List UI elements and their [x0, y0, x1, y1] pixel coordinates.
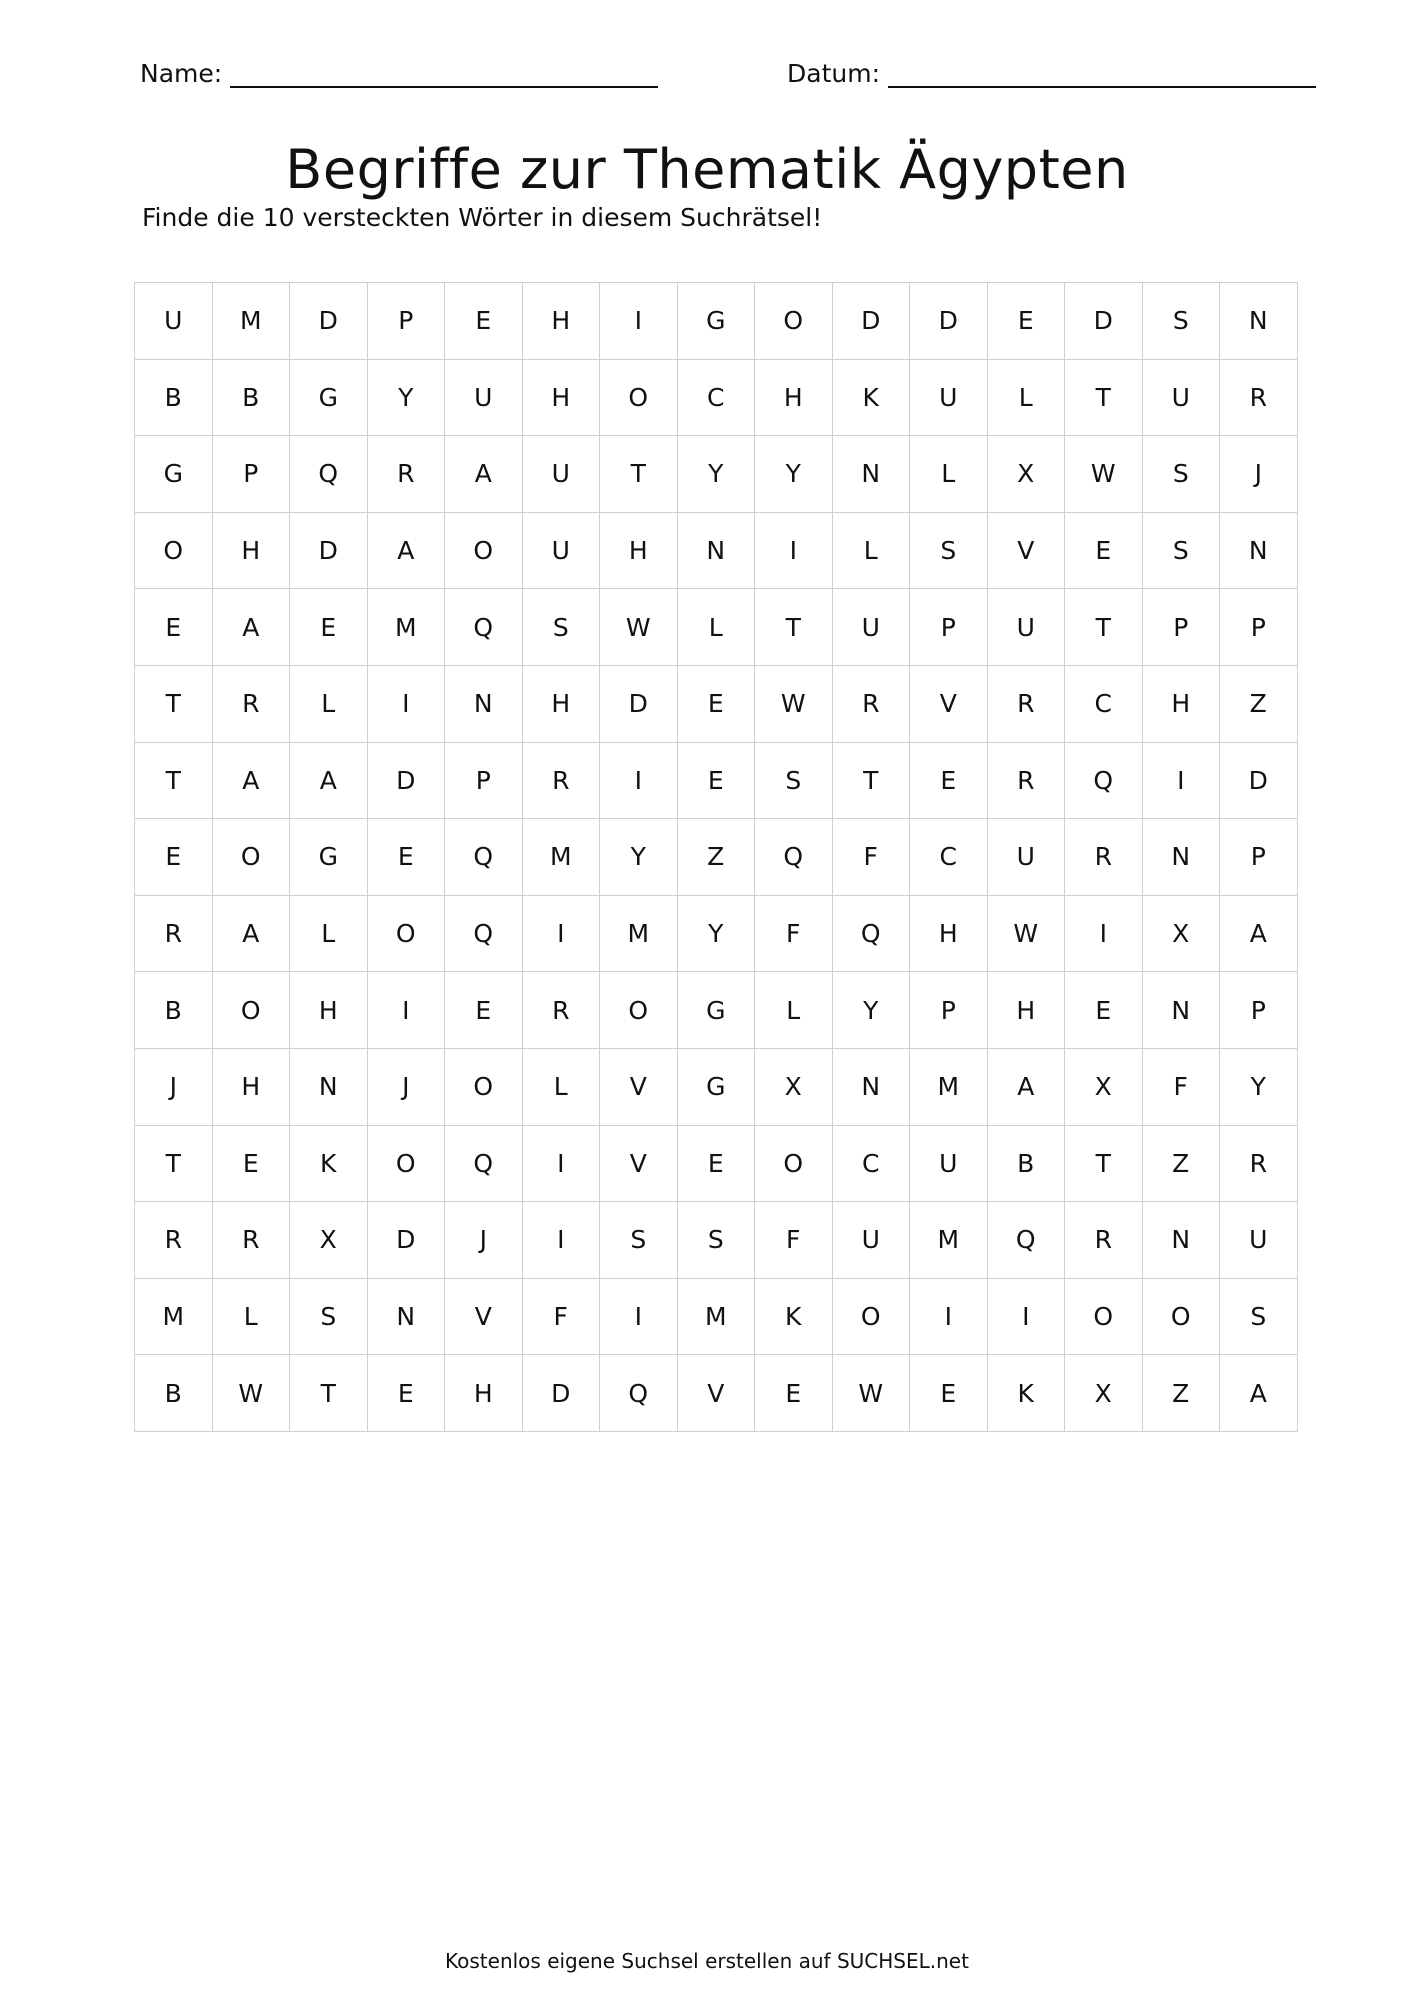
grid-cell[interactable]: L [290, 895, 368, 972]
grid-cell[interactable]: A [290, 742, 368, 819]
grid-cell[interactable]: V [677, 1355, 755, 1432]
grid-cell[interactable]: A [445, 436, 523, 513]
grid-cell[interactable]: A [212, 742, 290, 819]
grid-cell[interactable]: A [1220, 895, 1298, 972]
grid-cell[interactable]: R [1065, 819, 1143, 896]
grid-cell[interactable]: E [445, 283, 523, 360]
grid-cell[interactable]: R [987, 665, 1065, 742]
grid-cell[interactable]: R [832, 665, 910, 742]
grid-cell[interactable]: E [987, 283, 1065, 360]
grid-cell[interactable]: O [367, 895, 445, 972]
grid-cell[interactable]: I [1065, 895, 1143, 972]
grid-cell[interactable]: V [600, 1048, 678, 1125]
instruction-text: Finde die 10 versteckten Wörter in diesem Suchrätsel! [142, 203, 823, 232]
grid-cell[interactable]: E [1065, 972, 1143, 1049]
grid-cell[interactable]: N [1142, 972, 1220, 1049]
header-fields [140, 56, 1310, 96]
grid-cell[interactable]: F [1142, 1048, 1220, 1125]
grid-cell[interactable]: N [445, 665, 523, 742]
grid-cell[interactable]: Q [600, 1355, 678, 1432]
grid-cell[interactable]: O [367, 1125, 445, 1202]
grid-row [135, 1125, 1298, 1202]
grid-cell[interactable]: Z [1142, 1125, 1220, 1202]
grid-cell[interactable]: P [910, 589, 988, 666]
grid-cell[interactable]: Y [367, 359, 445, 436]
grid-cell[interactable]: I [522, 895, 600, 972]
grid-cell[interactable]: M [522, 819, 600, 896]
grid-cell[interactable]: H [910, 895, 988, 972]
grid-cell[interactable]: W [832, 1355, 910, 1432]
grid-cell[interactable]: C [1065, 665, 1143, 742]
grid-cell[interactable]: O [600, 359, 678, 436]
grid-cell[interactable]: O [600, 972, 678, 1049]
grid-cell[interactable]: B [135, 1355, 213, 1432]
grid-cell[interactable]: D [1220, 742, 1298, 819]
grid-cell[interactable]: R [135, 895, 213, 972]
grid-cell[interactable]: R [1220, 359, 1298, 436]
grid-cell[interactable]: A [367, 512, 445, 589]
grid-cell[interactable]: L [987, 359, 1065, 436]
grid-cell[interactable]: R [367, 436, 445, 513]
grid-cell[interactable]: I [367, 972, 445, 1049]
grid-cell[interactable]: U [1220, 1202, 1298, 1279]
grid-cell[interactable]: Q [755, 819, 833, 896]
grid-cell[interactable]: T [1065, 359, 1143, 436]
grid-cell[interactable]: Q [445, 819, 523, 896]
grid-cell[interactable]: N [677, 512, 755, 589]
grid-cell[interactable]: Q [445, 895, 523, 972]
grid-cell[interactable]: X [1065, 1048, 1143, 1125]
grid-cell[interactable]: I [910, 1278, 988, 1355]
grid-cell[interactable]: B [987, 1125, 1065, 1202]
grid-cell[interactable]: L [832, 512, 910, 589]
grid-cell[interactable]: E [910, 1355, 988, 1432]
grid-cell[interactable]: O [755, 1125, 833, 1202]
grid-cell[interactable]: Y [755, 436, 833, 513]
grid-cell[interactable]: D [290, 283, 368, 360]
grid-cell[interactable]: S [910, 512, 988, 589]
grid-cell[interactable]: U [987, 819, 1065, 896]
grid-row [135, 589, 1298, 666]
grid-cell[interactable]: J [367, 1048, 445, 1125]
grid-row [135, 819, 1298, 896]
grid-cell[interactable]: I [522, 1125, 600, 1202]
grid-cell[interactable]: O [755, 283, 833, 360]
grid-cell[interactable]: D [290, 512, 368, 589]
grid-cell[interactable]: M [212, 283, 290, 360]
grid-cell[interactable]: P [212, 436, 290, 513]
grid-cell[interactable]: G [677, 1048, 755, 1125]
grid-cell[interactable]: Y [1220, 1048, 1298, 1125]
grid-cell[interactable]: O [832, 1278, 910, 1355]
grid-cell[interactable]: E [367, 1355, 445, 1432]
grid-cell[interactable]: F [522, 1278, 600, 1355]
date-line[interactable] [888, 56, 1316, 88]
grid-cell[interactable]: P [1142, 589, 1220, 666]
grid-cell[interactable]: O [1065, 1278, 1143, 1355]
grid-cell[interactable]: Z [677, 819, 755, 896]
grid-cell[interactable]: H [212, 1048, 290, 1125]
grid-cell[interactable]: H [212, 512, 290, 589]
grid-cell[interactable]: D [600, 665, 678, 742]
name-field[interactable] [140, 56, 658, 88]
grid-cell[interactable]: G [677, 283, 755, 360]
grid-cell[interactable]: O [212, 972, 290, 1049]
grid-row [135, 436, 1298, 513]
grid-cell[interactable]: M [600, 895, 678, 972]
grid-cell[interactable]: L [910, 436, 988, 513]
grid-cell[interactable]: I [367, 665, 445, 742]
grid-cell[interactable]: S [1220, 1278, 1298, 1355]
grid-cell[interactable]: S [1142, 512, 1220, 589]
grid-body [135, 283, 1298, 1432]
grid-cell[interactable]: X [987, 436, 1065, 513]
grid-cell[interactable]: F [832, 819, 910, 896]
grid-cell[interactable]: E [135, 819, 213, 896]
grid-cell[interactable]: B [135, 972, 213, 1049]
grid-cell[interactable]: T [135, 1125, 213, 1202]
grid-row [135, 1355, 1298, 1432]
grid-cell[interactable]: V [445, 1278, 523, 1355]
grid-cell[interactable]: H [600, 512, 678, 589]
grid-cell[interactable]: T [1065, 589, 1143, 666]
grid-cell[interactable]: E [290, 589, 368, 666]
grid-cell[interactable]: D [367, 742, 445, 819]
grid-cell[interactable]: X [755, 1048, 833, 1125]
grid-cell[interactable]: G [290, 359, 368, 436]
grid-cell[interactable]: J [135, 1048, 213, 1125]
grid-cell[interactable]: S [290, 1278, 368, 1355]
grid-cell[interactable]: Q [445, 1125, 523, 1202]
date-label: Datum: [787, 59, 880, 88]
grid-cell[interactable]: U [1142, 359, 1220, 436]
grid-cell[interactable]: C [910, 819, 988, 896]
grid-cell[interactable]: U [910, 1125, 988, 1202]
grid-row [135, 1278, 1298, 1355]
grid-cell[interactable]: R [987, 742, 1065, 819]
grid-cell[interactable]: O [1142, 1278, 1220, 1355]
grid-cell[interactable]: T [1065, 1125, 1143, 1202]
grid-cell[interactable]: W [987, 895, 1065, 972]
grid-cell[interactable]: E [1065, 512, 1143, 589]
grid-cell[interactable]: S [522, 589, 600, 666]
grid-cell[interactable]: E [910, 742, 988, 819]
grid-cell[interactable]: U [135, 283, 213, 360]
grid-cell[interactable]: N [290, 1048, 368, 1125]
grid-cell[interactable]: T [135, 665, 213, 742]
grid-cell[interactable]: D [367, 1202, 445, 1279]
grid-cell[interactable]: W [1065, 436, 1143, 513]
grid-cell[interactable]: T [755, 589, 833, 666]
grid-cell[interactable]: K [290, 1125, 368, 1202]
grid-cell[interactable]: H [1142, 665, 1220, 742]
grid-row [135, 895, 1298, 972]
grid-cell[interactable]: A [212, 895, 290, 972]
grid-cell[interactable]: D [1065, 283, 1143, 360]
grid-cell[interactable]: R [1065, 1202, 1143, 1279]
grid-cell[interactable]: U [832, 589, 910, 666]
grid-cell[interactable]: U [445, 359, 523, 436]
grid-cell[interactable]: S [677, 1202, 755, 1279]
grid-cell[interactable]: E [212, 1125, 290, 1202]
grid-cell[interactable]: X [290, 1202, 368, 1279]
grid-cell[interactable]: T [832, 742, 910, 819]
grid-cell[interactable]: H [522, 359, 600, 436]
grid-cell[interactable]: V [987, 512, 1065, 589]
grid-row [135, 1048, 1298, 1125]
grid-cell[interactable]: G [290, 819, 368, 896]
grid-cell[interactable]: P [367, 283, 445, 360]
grid-cell[interactable]: Q [290, 436, 368, 513]
grid-cell[interactable]: Z [1220, 665, 1298, 742]
grid-cell[interactable]: W [755, 665, 833, 742]
grid-cell[interactable]: D [910, 283, 988, 360]
grid-cell[interactable]: H [755, 359, 833, 436]
grid-cell[interactable]: V [910, 665, 988, 742]
footer-text: Kostenlos eigene Suchsel erstellen auf SUCHSEL.net [445, 1949, 969, 1973]
grid-cell[interactable]: D [832, 283, 910, 360]
grid-cell[interactable]: L [677, 589, 755, 666]
grid-cell[interactable]: D [522, 1355, 600, 1432]
grid-cell[interactable]: A [212, 589, 290, 666]
grid-row [135, 665, 1298, 742]
grid-cell[interactable]: O [445, 1048, 523, 1125]
grid-cell[interactable]: N [1220, 512, 1298, 589]
grid-cell[interactable]: O [212, 819, 290, 896]
grid-cell[interactable]: O [445, 512, 523, 589]
grid-cell[interactable]: T [600, 436, 678, 513]
grid-cell[interactable]: H [987, 972, 1065, 1049]
grid-cell[interactable]: I [522, 1202, 600, 1279]
grid-cell[interactable]: Y [677, 436, 755, 513]
grid-cell[interactable]: S [600, 1202, 678, 1279]
grid-cell[interactable]: L [755, 972, 833, 1049]
grid-row [135, 512, 1298, 589]
grid-cell[interactable]: K [832, 359, 910, 436]
grid-cell[interactable]: Q [1065, 742, 1143, 819]
grid-cell[interactable]: C [832, 1125, 910, 1202]
grid-cell[interactable]: E [135, 589, 213, 666]
grid-cell[interactable]: G [677, 972, 755, 1049]
grid-cell[interactable]: R [212, 1202, 290, 1279]
grid-cell[interactable]: N [1220, 283, 1298, 360]
grid-cell[interactable]: T [290, 1355, 368, 1432]
grid-cell[interactable]: Y [832, 972, 910, 1049]
grid-cell[interactable]: S [1142, 436, 1220, 513]
grid-cell[interactable]: M [677, 1278, 755, 1355]
grid-cell[interactable]: V [600, 1125, 678, 1202]
grid-cell[interactable]: J [1220, 436, 1298, 513]
grid-cell[interactable]: O [135, 512, 213, 589]
grid-cell[interactable]: U [910, 359, 988, 436]
grid-cell[interactable]: Y [677, 895, 755, 972]
grid-cell[interactable]: H [445, 1355, 523, 1432]
grid-row [135, 359, 1298, 436]
grid-cell[interactable]: I [755, 512, 833, 589]
grid-cell[interactable]: A [987, 1048, 1065, 1125]
grid-cell[interactable]: Q [987, 1202, 1065, 1279]
grid-cell[interactable]: I [1142, 742, 1220, 819]
date-field[interactable] [787, 56, 1316, 88]
grid-cell[interactable]: M [910, 1202, 988, 1279]
grid-cell[interactable]: N [1142, 1202, 1220, 1279]
grid-cell[interactable]: X [1142, 895, 1220, 972]
grid-cell[interactable]: P [910, 972, 988, 1049]
grid-cell[interactable]: E [445, 972, 523, 1049]
grid-cell[interactable]: E [677, 665, 755, 742]
grid-cell[interactable]: A [1220, 1355, 1298, 1432]
grid-cell[interactable]: K [755, 1278, 833, 1355]
grid-cell[interactable]: P [1220, 589, 1298, 666]
name-line[interactable] [230, 56, 658, 88]
grid-row [135, 1202, 1298, 1279]
grid-cell[interactable]: F [755, 1202, 833, 1279]
grid-cell[interactable]: P [1220, 819, 1298, 896]
page-title: Begriffe zur Thematik Ägypten [285, 138, 1129, 201]
grid-row [135, 742, 1298, 819]
grid-cell[interactable]: M [910, 1048, 988, 1125]
grid-cell[interactable]: L [290, 665, 368, 742]
grid-cell[interactable]: T [135, 742, 213, 819]
grid-cell[interactable]: B [212, 359, 290, 436]
grid-cell[interactable]: P [1220, 972, 1298, 1049]
grid-cell[interactable]: J [445, 1202, 523, 1279]
grid-cell[interactable]: U [987, 589, 1065, 666]
grid-cell[interactable]: Z [1142, 1355, 1220, 1432]
grid-row [135, 283, 1298, 360]
grid-cell[interactable]: M [367, 589, 445, 666]
grid-cell[interactable]: S [755, 742, 833, 819]
grid-cell[interactable]: R [212, 665, 290, 742]
grid-cell[interactable]: X [1065, 1355, 1143, 1432]
name-label: Name: [140, 59, 223, 88]
grid-cell[interactable]: E [677, 1125, 755, 1202]
grid-cell[interactable]: Q [445, 589, 523, 666]
grid-cell[interactable]: W [212, 1355, 290, 1432]
grid-cell[interactable]: N [832, 436, 910, 513]
word-search-grid [134, 282, 1298, 1432]
grid-cell[interactable]: B [135, 359, 213, 436]
grid-cell[interactable]: I [600, 283, 678, 360]
grid-cell[interactable]: H [522, 665, 600, 742]
grid-cell[interactable]: Y [600, 819, 678, 896]
grid-cell[interactable]: L [212, 1278, 290, 1355]
grid-cell[interactable]: P [445, 742, 523, 819]
grid-cell[interactable]: R [1220, 1125, 1298, 1202]
grid-cell[interactable]: E [367, 819, 445, 896]
grid-cell[interactable]: W [600, 589, 678, 666]
grid-cell[interactable]: E [677, 742, 755, 819]
grid-cell[interactable]: I [600, 1278, 678, 1355]
grid-cell[interactable]: R [135, 1202, 213, 1279]
grid-cell[interactable]: I [987, 1278, 1065, 1355]
grid-cell[interactable]: N [1142, 819, 1220, 896]
grid-cell[interactable]: L [522, 1048, 600, 1125]
grid-cell[interactable]: M [135, 1278, 213, 1355]
grid-cell[interactable]: K [987, 1355, 1065, 1432]
grid-cell[interactable]: C [677, 359, 755, 436]
grid-cell[interactable]: U [522, 436, 600, 513]
grid-cell[interactable]: N [367, 1278, 445, 1355]
grid-cell[interactable]: F [755, 895, 833, 972]
grid-cell[interactable]: N [832, 1048, 910, 1125]
grid-row [135, 972, 1298, 1049]
grid-cell[interactable]: R [522, 742, 600, 819]
grid-cell[interactable]: I [600, 742, 678, 819]
grid-cell[interactable]: Q [832, 895, 910, 972]
grid-cell[interactable]: E [755, 1355, 833, 1432]
grid-cell[interactable]: G [135, 436, 213, 513]
grid-cell[interactable]: H [522, 283, 600, 360]
grid-cell[interactable]: H [290, 972, 368, 1049]
grid-cell[interactable]: U [522, 512, 600, 589]
grid-cell[interactable]: S [1142, 283, 1220, 360]
grid-cell[interactable]: U [832, 1202, 910, 1279]
grid-cell[interactable]: R [522, 972, 600, 1049]
